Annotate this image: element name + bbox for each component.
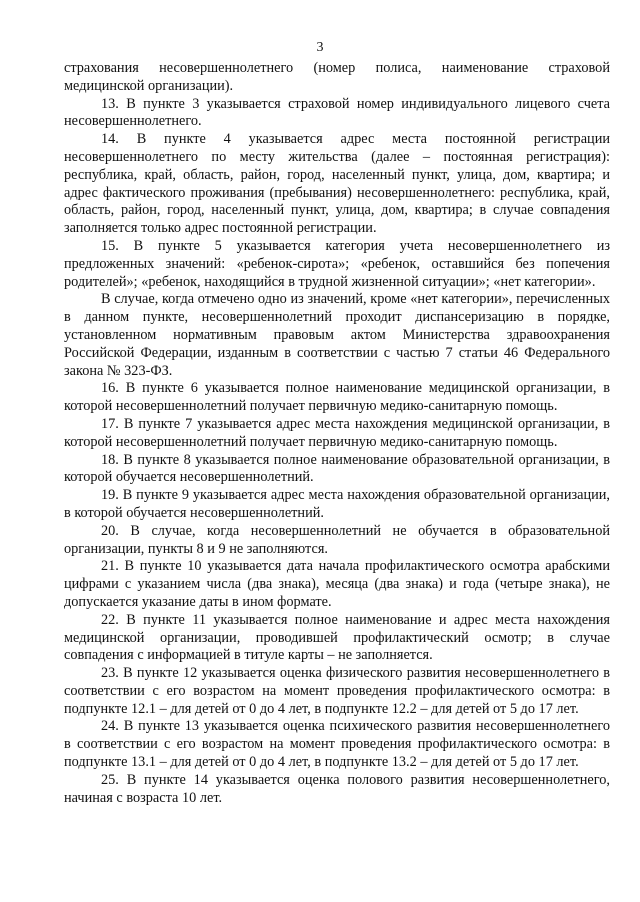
page-number: 3 (316, 40, 324, 55)
paragraph-item-19: 19. В пункте 9 указывается адрес места нахождения образовательной организации, в которой обучается несовершеннолетний. (64, 487, 610, 521)
paragraph-item-16: 16. В пункте 6 указывается полное наименование медицинской организации, в которой несовершеннолетний получает первичную медико-санитарную помощь. (64, 380, 610, 415)
paragraph: страхования несовершеннолетнего (номер полиса, наименование страховой медицинской организации). (64, 60, 610, 94)
paragraph-item-13: 13. В пункте 3 указывается страховой номер индивидуального лицевого счета несовершеннолетнего. (64, 95, 610, 130)
paragraph-item-23: 23. В пункте 12 указывается оценка физического развития несовершеннолетнего в соответствии с его возрастом на момент проведения профилактического осмотра: в подпункте 12.1 – для детей от 0 до 4 лет, в подпункте 12.2 – для детей от 5 до 17 лет. (64, 665, 610, 717)
paragraph-item-17: 17. В пункте 7 указывается адрес места нахождения медицинской организации, в которой несовершеннолетний получает первичную медико-санитарную помощь. (64, 415, 610, 450)
paragraph-item-14: 14. В пункте 4 указывается адрес места постоянной регистрации несовершеннолетнего по месту жительства (далее – постоянная регистрация): республика, край, область, район, город, населенный пункт, улица, дом, квартира; и адрес фактического проживания (пребывания) несовершеннолетнего: республика, край, область, район, город, населенный пункт, улица, дом, квартира; в случае совпадения заполняется только адрес постоянной регистрации. (64, 131, 610, 237)
paragraph-item-15: 15. В пункте 5 указывается категория учета несовершеннолетнего из предложенных значений: «ребенок-сирота»; «ребенок, оставшийся без попечения родителей»; «ребенок, находящийся в трудной жизненной ситуации»; «нет категории». (64, 237, 610, 290)
paragraph-item-22: 22. В пункте 11 указывается полное наименование и адрес места нахождения медицинской организации, проводившей профилактический осмотр; в случае совпадения с информацией в титуле карты – не заполняется. (64, 611, 610, 664)
paragraph-item-21: 21. В пункте 10 указывается дата начала профилактического осмотра арабскими цифрами с указанием числа (два знака), месяца (два знака) и года (четыре знака), не допускается указание даты в ином формате. (64, 558, 610, 610)
paragraph-item-15-note: В случае, когда отмечено одно из значений, кроме «нет категории», перечисленных в данном пункте, несовершеннолетний проходит диспансеризацию в порядке, установленном нормативным правовым актом Министерства здравоохранения Российской Федерации, изданным в соответствии с частью 7 статьи 46 Федерального закона № 323-ФЗ. (64, 291, 610, 379)
paragraph-item-25: 25. В пункте 14 указывается оценка полового развития несовершеннолетнего, начиная с возраста 10 лет. (64, 771, 610, 806)
paragraph-item-20: 20. В случае, когда несовершеннолетний не обучается в образовательной организации, пункты 8 и 9 не заполняются. (64, 522, 610, 557)
paragraph-item-18: 18. В пункте 8 указывается полное наименование образовательной организации, в которой обучается несовершеннолетний. (64, 451, 610, 486)
paragraph-item-24: 24. В пункте 13 указывается оценка психического развития несовершеннолетнего в соответствии с его возрастом на момент проведения профилактического осмотра: в подпункте 13.1 – для детей от 0 до 4 лет, в подпункте 13.2 – для детей от 5 до 17 лет. (64, 718, 610, 771)
document-body (64, 60, 610, 807)
